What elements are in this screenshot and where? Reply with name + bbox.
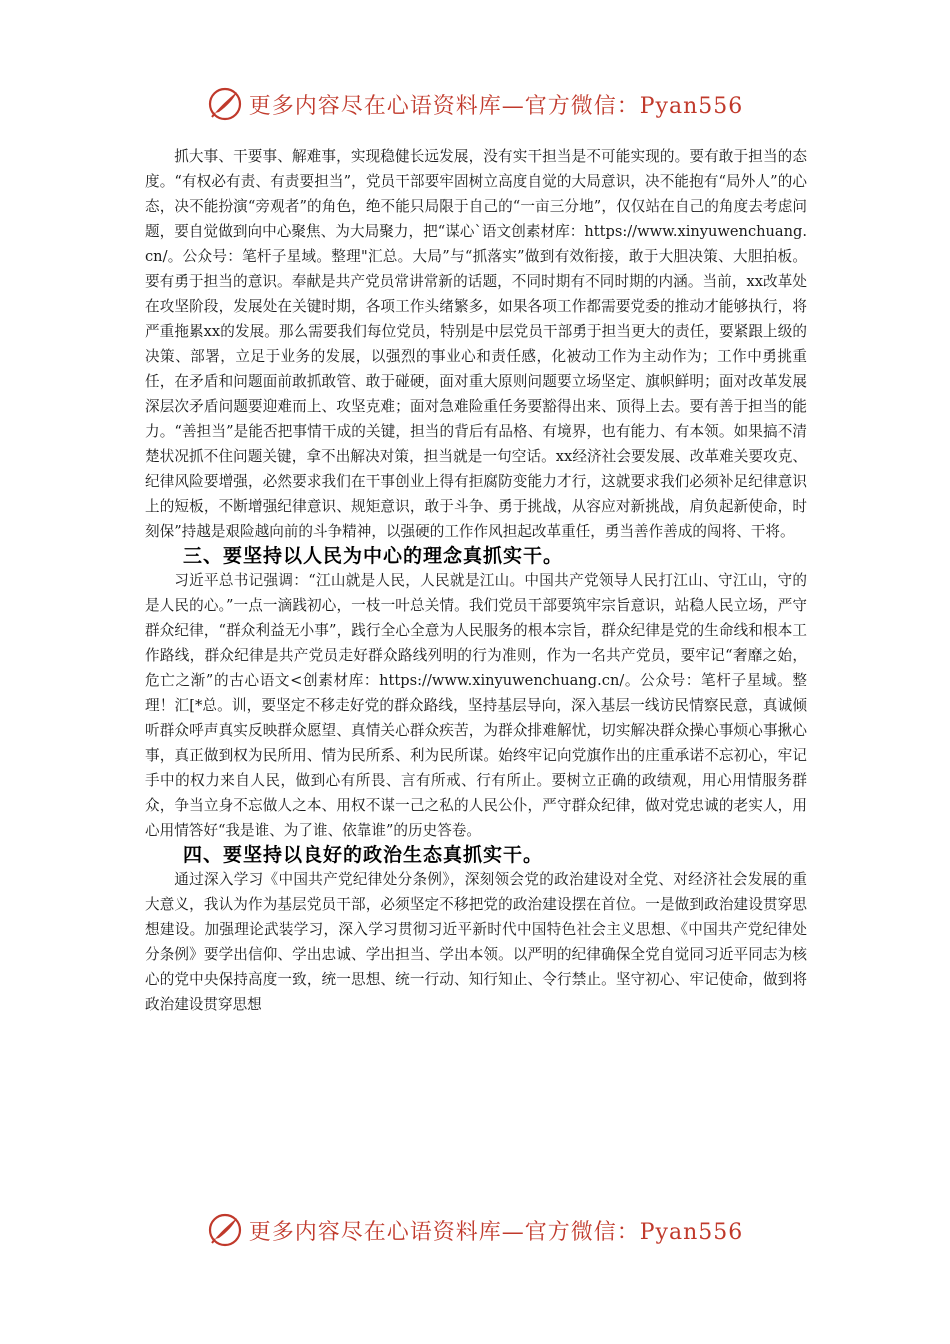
paragraph-people-centered: 习近平总书记强调：“江山就是人民，人民就是江山。中国共产党领导人民打江山、守江山，守的是人民的心。”一点一滴践初心，一枝一叶总关情。我们党员干部要筑牢宗旨意识，站稳人民立场，严守群众纪律，“群众利益无小事”，践行全心全意为人民服务的根本宗旨，群众纪律是党的生命线和根本工作路线，群众纪律是共产党员走好群众路线列明的行为准则，作为一名共产党员，要牢记“奢靡之始，危亡之渐”的古心语文<创素材库：https://www.xinyuwenchuang.cn/。公众号：笔杆子星域。整理！汇[*总。训，要坚定不移走好党的群众路线，坚持基层导向，深入基层一线访民情察民意，真诚倾听群众呼声真实反映群众愿望、真情关心群众疾苦，为群众排难解忧，切实解决群众操心事烦心事揪心事，真正做到权为民所用、情为民所系、利为民所谋。始终牢记向党旗作出的庄重承诺不忘初心，牢记手中的权力来自人民，做到心有所畏、言有所戒、行有所止。要树立正确的政绩观，用心用情服务群众，争当立身不忘做人之本、用权不谋一己之私的人民公仆，严守群众纪律，做对党忠诚的老实人，用心用情答好“我是谁、为了谁、依靠谁”的历史答卷。 — [145, 572, 807, 839]
paragraph-political-ecology: 通过深入学习《中国共产党纪律处分条例》，深刻领会党的政治建设对全党、对经济社会发展的重大意义，我认为作为基层党员干部，必须坚定不移把党的政治建设摆在首位。一是做到政治建设贯穿思想建设。加强理论武装学习，深入学习贯彻习近平新时代中国特色社会主义思想、《中国共产党纪律处分条例》要学出信仰、学出忠诚、学出担当、学出本领。以严明的纪律确保全党自觉同习近平同志为核心的党中央保持高度一致，统一思想、统一行动、知行知止、令行禁止。坚守初心、牢记使命，做到将政治建设贯穿思想 — [145, 871, 807, 1013]
quill-pen-logo-icon — [207, 86, 243, 122]
document-body — [145, 144, 807, 1017]
footer-watermark-text: 更多内容尽在心语资料库—官方微信：Pyan556 — [248, 1219, 744, 1245]
footer-watermark — [0, 1208, 950, 1252]
section-heading-4: 四、要坚持以良好的政治生态真抓实干。 — [183, 844, 544, 866]
quill-pen-logo-icon — [207, 1212, 243, 1248]
header-watermark — [0, 82, 950, 126]
header-watermark-text: 更多内容尽在心语资料库—官方微信：Pyan556 — [248, 93, 744, 119]
section-heading-3: 三、要坚持以人民为中心的理念真抓实干。 — [183, 545, 564, 567]
paragraph-responsibility: 抓大事、干要事、解难事，实现稳健长远发展，没有实干担当是不可能实现的。要有敢于担当的态度。“有权必有责、有责要担当”，党员干部要牢固树立高度自觉的大局意识，决不能抱有“局外人”的心态，决不能扮演“旁观者”的角色，绝不能只局限于自己的“一亩三分地”，仅仅站在自己的角度去考虑问题，要自觉做到向中心聚焦、为大局聚力，把“谋心`语文创素材库：https://www.xinyuwenchuang.cn/。公众号：笔杆子星域。整理"汇总。大局”与“抓落实”做到有效衔接，敢于大胆决策、大胆拍板。要有勇于担当的意识。奉献是共产党员常讲常新的话题，不同时期有不同时期的内涵。当前，xx改革处在攻坚阶段，发展处在关键时期，各项工作头绪繁多，如果各项工作都需要党委的推动才能够执行，将严重拖累xx的发展。那么需要我们每位党员，特别是中层党员干部勇于担当更大的责任，要紧跟上级的决策、部署，立足于业务的发展，以强烈的事业心和责任感，化被动工作为主动作为；工作中勇挑重任，在矛盾和问题面前敢抓敢管、敢于碰硬，面对重大原则问题要立场坚定、旗帜鲜明；面对改革发展深层次矛盾问题要迎难而上、攻坚克难；面对急难险重任务要豁得出来、顶得上去。要有善于担当的能力。“善担当”是能否把事情干成的关键，担当的背后有品格、有境界，也有能力、有本领。如果搞不清楚状况抓不住问题关键，拿不出解决对策，担当就是一句空话。xx经济社会要发展、改革难关要攻克、纪律风险要增强，必然要求我们在干事创业上得有拒腐防变能力才行，这就要求我们必须补足纪律意识上的短板，不断增强纪律意识、规矩意识，敢于斗争、勇于挑战，从容应对新挑战，肩负起新使命，时刻保”持越是艰险越向前的斗争精神，以强硬的工作作风担起改革重任，勇当善作善成的闯将、干将。 — [145, 148, 807, 540]
